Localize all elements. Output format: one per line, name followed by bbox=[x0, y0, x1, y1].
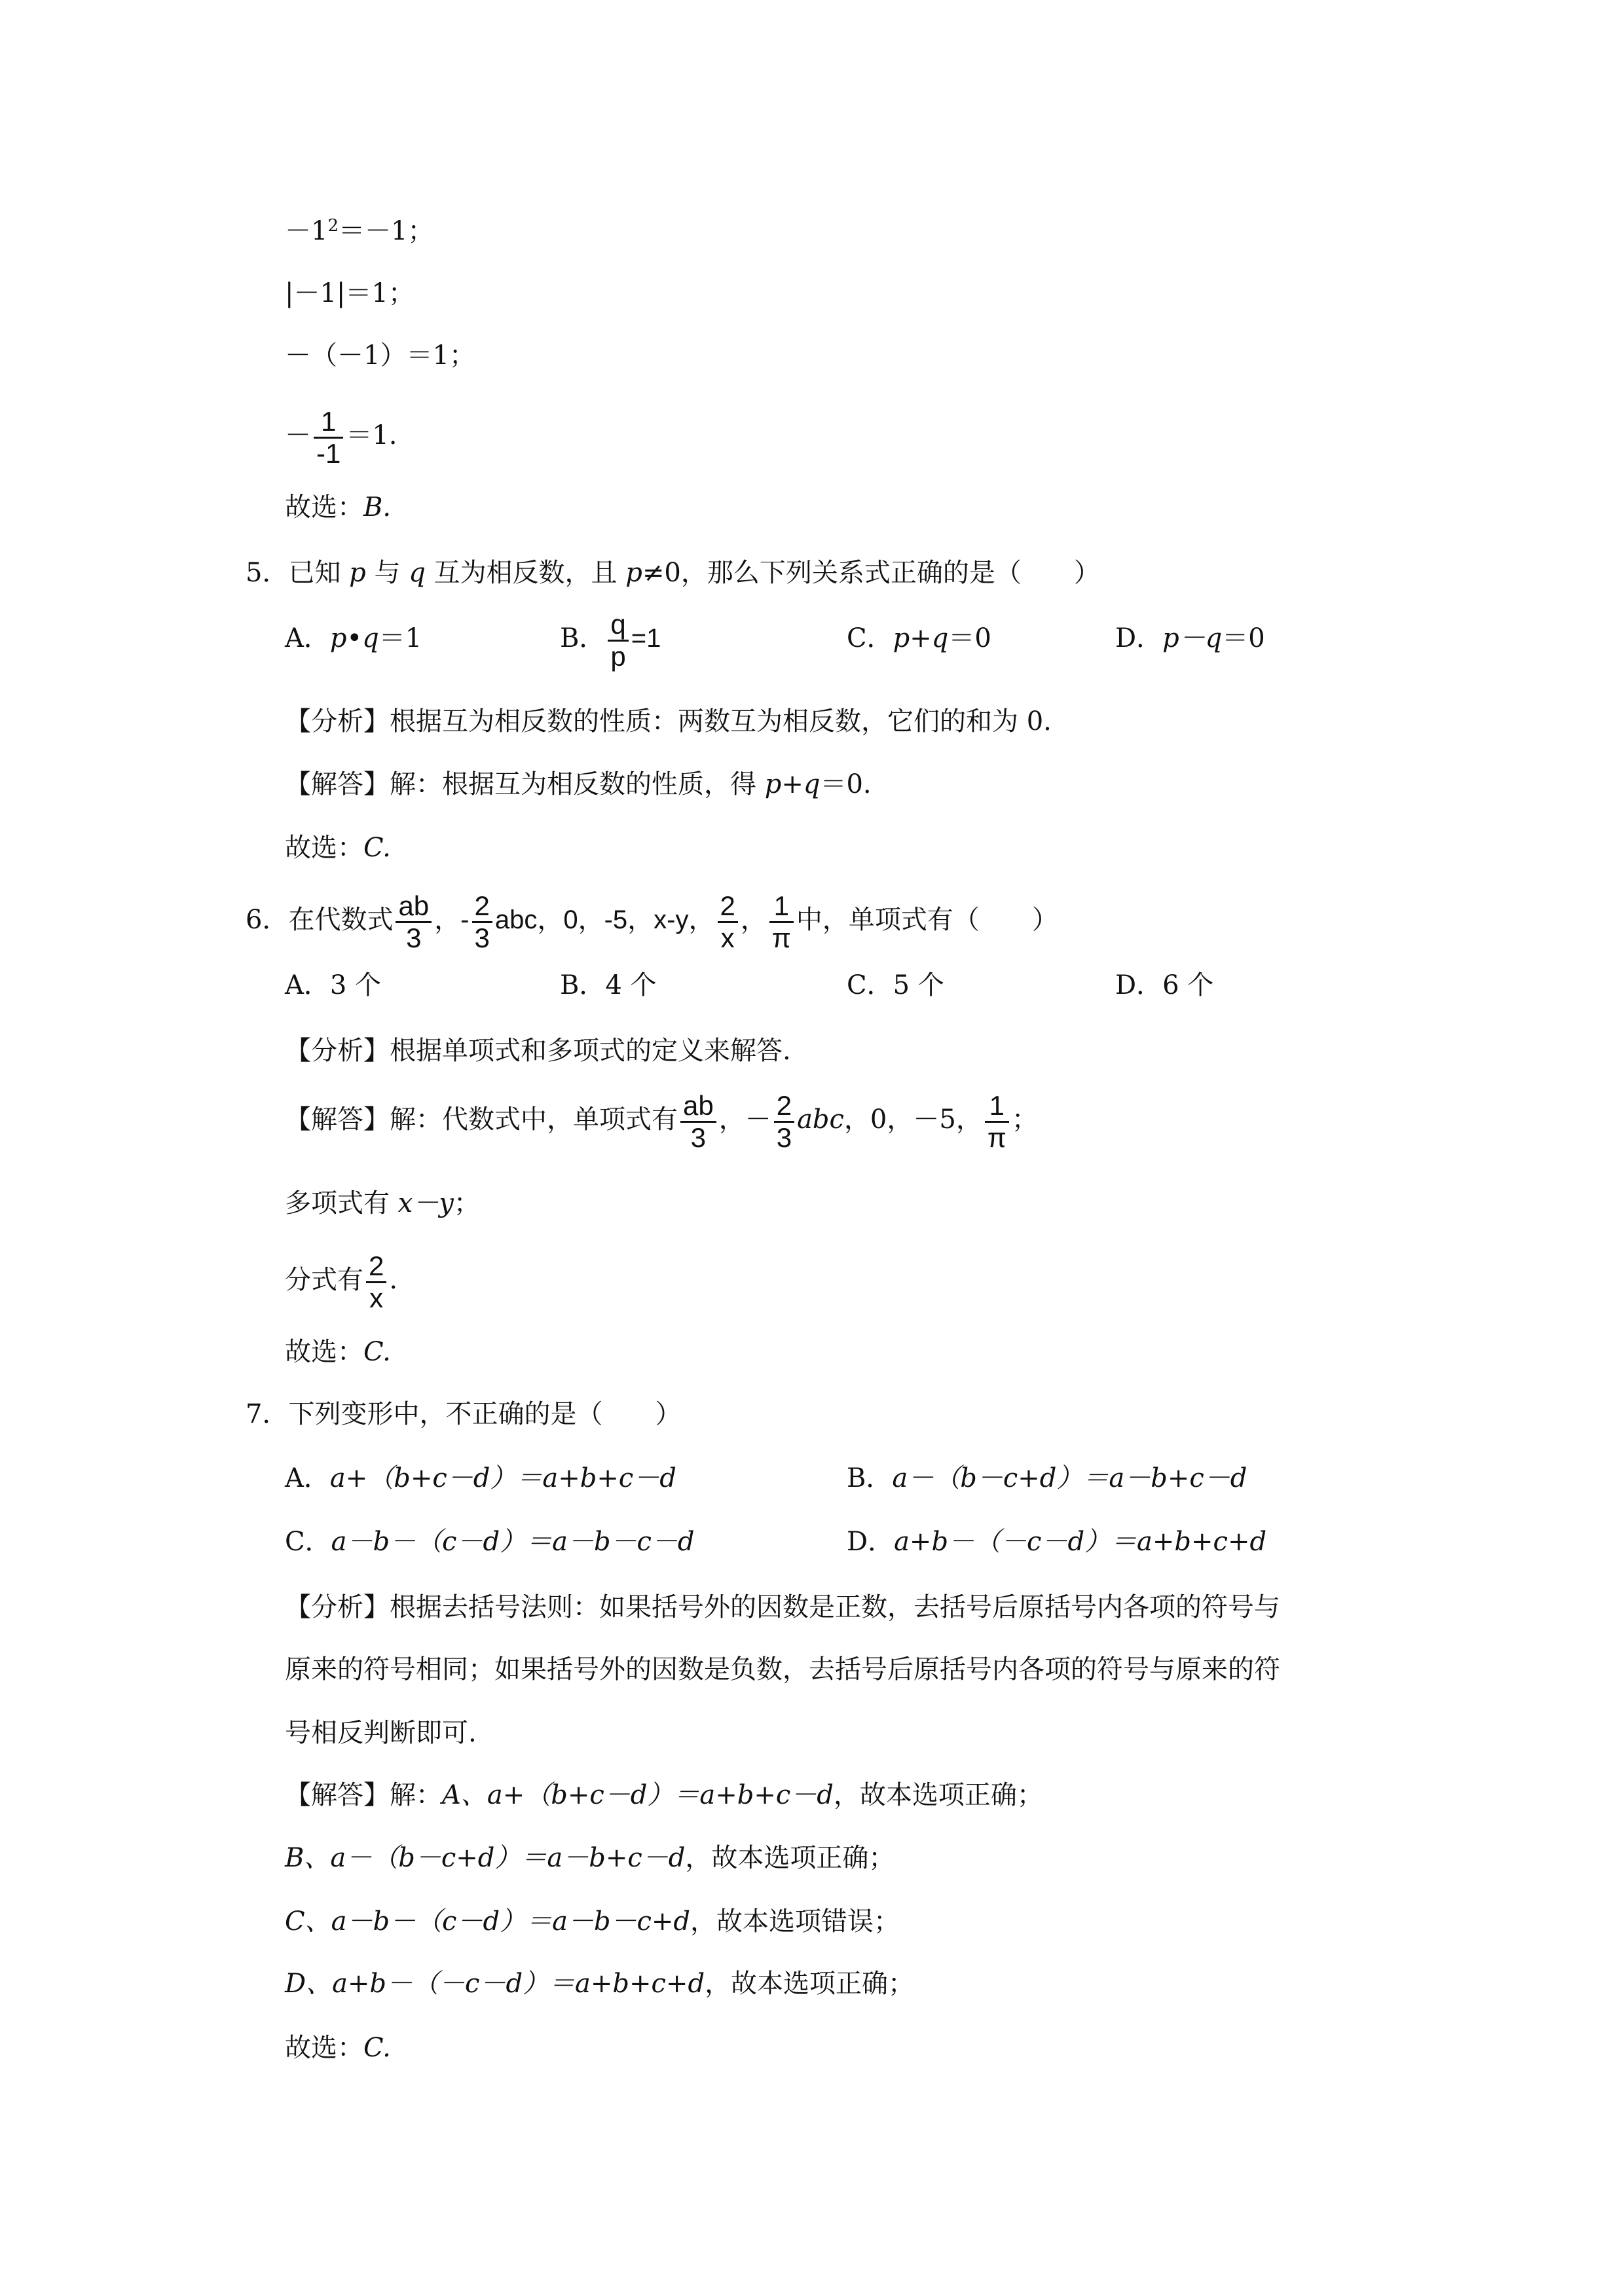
numerator: 2 bbox=[474, 890, 490, 921]
separator: ， bbox=[434, 905, 461, 935]
numerator: 1 bbox=[321, 405, 337, 437]
q7-option-c bbox=[285, 1522, 695, 1561]
q7-solution-b bbox=[285, 1838, 895, 1878]
solution-text: 多项式有 bbox=[285, 1188, 398, 1218]
fraction bbox=[985, 1091, 1009, 1153]
q5-option-c bbox=[847, 619, 991, 658]
stem-text: 在代数式 bbox=[288, 905, 394, 935]
numerator: 2 bbox=[776, 1089, 792, 1121]
numerator: ab bbox=[398, 890, 430, 921]
solution-text: ，故本选项正确； bbox=[833, 1780, 1043, 1810]
stem-text: 与 bbox=[365, 558, 409, 588]
q6-answer bbox=[285, 1332, 391, 1372]
q6-polynomial-line bbox=[285, 1184, 480, 1223]
q7-stem bbox=[246, 1394, 681, 1434]
q7-analysis-line-3: 号相反判断即可. bbox=[285, 1718, 477, 1748]
denominator: 3 bbox=[474, 922, 490, 953]
q7-solution-a bbox=[285, 1776, 1043, 1815]
fraction bbox=[774, 1091, 794, 1153]
solution-text: 【解答】解： bbox=[285, 1780, 442, 1810]
option-expr: p•q bbox=[329, 623, 379, 653]
stem-text: 下列变形中，不正确的是（ ） bbox=[288, 1399, 682, 1429]
q6-option-d: D．6 个 bbox=[1115, 970, 1214, 1000]
q6-analysis: 【分析】根据单项式和多项式的定义来解答. bbox=[285, 1036, 791, 1066]
solution-text: 【解答】解：代数式中，单项式有 bbox=[285, 1104, 678, 1135]
answer-label: 故选： bbox=[285, 492, 363, 522]
stem-text: 互为相反数，且 bbox=[425, 558, 626, 588]
prev-solution-line-3: －（－1）＝1； bbox=[285, 340, 475, 371]
q7-analysis-line-1: 【分析】根据去括号法则：如果括号外的因数是正数，去括号后原括号内各项的符号与 bbox=[285, 1592, 1280, 1622]
solution-expr: C、a－b－（c－d）＝a－b－c+d bbox=[285, 1906, 691, 1937]
solution-text: ，故本选项正确； bbox=[685, 1843, 895, 1873]
option-label: B． bbox=[847, 1463, 893, 1493]
minus-sign: － bbox=[285, 420, 311, 450]
q5-analysis: 【分析】根据互为相反数的性质：两数互为相反数，它们的和为 0. bbox=[285, 706, 1052, 737]
option-expr: a+（b+c－d）＝a+b+c－d bbox=[329, 1463, 676, 1493]
fraction bbox=[608, 610, 628, 672]
solution-text: ，故本选项错误； bbox=[690, 1906, 900, 1937]
denominator: π bbox=[987, 1121, 1006, 1153]
question-number: 7． bbox=[246, 1399, 289, 1429]
option-tail: ＝0 bbox=[948, 623, 991, 653]
fraction bbox=[769, 891, 794, 953]
fraction bbox=[718, 891, 738, 953]
option-label: C． bbox=[847, 623, 893, 653]
option-tail: ＝1 bbox=[378, 623, 422, 653]
q6-fraction-line bbox=[285, 1241, 397, 1319]
q5-answer bbox=[285, 828, 391, 867]
denominator: 3 bbox=[406, 922, 422, 953]
solution-text: ； bbox=[1011, 1104, 1038, 1135]
q5-solution bbox=[285, 765, 872, 804]
var-p: p bbox=[349, 558, 366, 588]
q7-solution-d bbox=[285, 1964, 914, 2003]
numerator: 1 bbox=[773, 890, 790, 921]
solution-text: . bbox=[389, 1265, 398, 1295]
option-label: B． bbox=[560, 623, 606, 653]
solution-text: ； bbox=[453, 1188, 480, 1218]
var-q: q bbox=[409, 558, 426, 588]
q5-option-b bbox=[560, 599, 661, 678]
expr-abc: abc bbox=[494, 905, 538, 934]
q7-option-d bbox=[847, 1522, 1266, 1561]
option-expr: p+q bbox=[893, 623, 949, 653]
expr-base: －1 bbox=[285, 216, 328, 246]
solution-text: ，0，－5， bbox=[843, 1104, 982, 1135]
fraction bbox=[680, 1091, 716, 1153]
exponent: 2 bbox=[327, 216, 339, 236]
numerator: q bbox=[610, 608, 626, 640]
fraction bbox=[314, 407, 343, 469]
answer-value: C. bbox=[363, 1337, 391, 1367]
answer-value: B. bbox=[363, 492, 392, 522]
prev-solution-line-4 bbox=[285, 399, 397, 471]
solution-text: ＝0. bbox=[820, 769, 872, 799]
q6-option-c: C．5 个 bbox=[847, 970, 944, 1000]
option-expr: p－q bbox=[1162, 623, 1223, 653]
denominator: -1 bbox=[316, 437, 341, 469]
minus-sign: - bbox=[460, 905, 470, 934]
answer-label: 故选： bbox=[285, 833, 363, 863]
q6-option-a: A．3 个 bbox=[285, 970, 382, 1000]
solution-expr: D、a+b－（－c－d）＝a+b+c+d bbox=[285, 1969, 705, 1999]
q6-stem bbox=[246, 881, 1058, 959]
prev-answer bbox=[285, 488, 391, 527]
prev-solution-line-2: |－1|＝1； bbox=[285, 278, 415, 308]
option-label: A． bbox=[285, 623, 330, 653]
solution-expr: A、a+（b+c－d）＝a+b+c－d bbox=[442, 1780, 834, 1810]
option-label: A． bbox=[285, 1463, 330, 1493]
q7-option-b bbox=[847, 1459, 1247, 1498]
numerator: 1 bbox=[989, 1089, 1005, 1121]
stem-text: ≠0，那么下列关系式正确的是（ ） bbox=[642, 558, 1100, 588]
stem-text: 已知 bbox=[288, 558, 350, 588]
var-p: p bbox=[625, 558, 642, 588]
answer-label: 故选： bbox=[285, 2033, 363, 2063]
q7-option-a bbox=[285, 1459, 676, 1498]
q7-analysis-line-2: 原来的符号相同；如果括号外的因数是负数，去括号后原括号内各项的符号与原来的符 bbox=[285, 1654, 1280, 1685]
option-label: D． bbox=[1115, 623, 1163, 653]
option-tail: ＝0 bbox=[1222, 623, 1265, 653]
numerator: ab bbox=[683, 1089, 714, 1121]
denominator: 3 bbox=[690, 1121, 707, 1153]
prev-solution-line-1 bbox=[285, 211, 434, 251]
numerator: 2 bbox=[369, 1250, 384, 1281]
q7-answer bbox=[285, 2028, 391, 2068]
numerator: 2 bbox=[720, 890, 735, 921]
option-label: D． bbox=[847, 1527, 895, 1557]
option-expr: a－b－（c－d）＝a－b－c－d bbox=[331, 1527, 695, 1557]
question-number: 6． bbox=[246, 905, 289, 935]
expr-abc: abc bbox=[797, 1104, 844, 1135]
q5-stem bbox=[246, 553, 1100, 592]
denominator: x bbox=[720, 922, 735, 953]
q6-solution bbox=[285, 1080, 1038, 1159]
separator: ， bbox=[740, 905, 767, 935]
answer-value: C. bbox=[363, 2033, 391, 2063]
answer-value: C. bbox=[363, 833, 391, 863]
fraction bbox=[396, 891, 432, 953]
expr-rest: ＝－1； bbox=[339, 216, 434, 246]
separator: ，－ bbox=[718, 1104, 771, 1135]
solution-expr: x－y bbox=[397, 1188, 454, 1218]
option-tail: =1 bbox=[631, 624, 661, 653]
solution-text: ，故本选项正确； bbox=[705, 1969, 915, 1999]
q6-option-b: B．4 个 bbox=[560, 970, 657, 1000]
option-label: C． bbox=[285, 1527, 331, 1557]
q5-option-a bbox=[285, 619, 422, 658]
denominator: 3 bbox=[776, 1121, 792, 1153]
solution-text: 分式有 bbox=[285, 1265, 363, 1295]
q5-option-d bbox=[1115, 619, 1265, 658]
q7-solution-c bbox=[285, 1902, 900, 1941]
stem-text: 中，单项式有（ ） bbox=[796, 905, 1058, 935]
denominator: p bbox=[610, 640, 626, 672]
option-expr: a+b－（－c－d）＝a+b+c+d bbox=[894, 1527, 1267, 1557]
expr-rest: ＝1. bbox=[346, 420, 397, 450]
stem-text: ，0，-5，x-y， bbox=[537, 905, 715, 934]
denominator: π bbox=[771, 922, 791, 953]
solution-expr: p+q bbox=[764, 769, 821, 799]
denominator: x bbox=[369, 1282, 384, 1313]
option-expr: a－（b－c+d）＝a－b+c－d bbox=[892, 1463, 1247, 1493]
solution-expr: B、a－（b－c+d）＝a－b+c－d bbox=[285, 1843, 686, 1873]
question-number: 5． bbox=[246, 558, 289, 588]
fraction bbox=[472, 891, 492, 953]
answer-label: 故选： bbox=[285, 1337, 363, 1367]
solution-text: 【解答】解：根据互为相反数的性质，得 bbox=[285, 769, 765, 799]
fraction bbox=[366, 1251, 386, 1313]
